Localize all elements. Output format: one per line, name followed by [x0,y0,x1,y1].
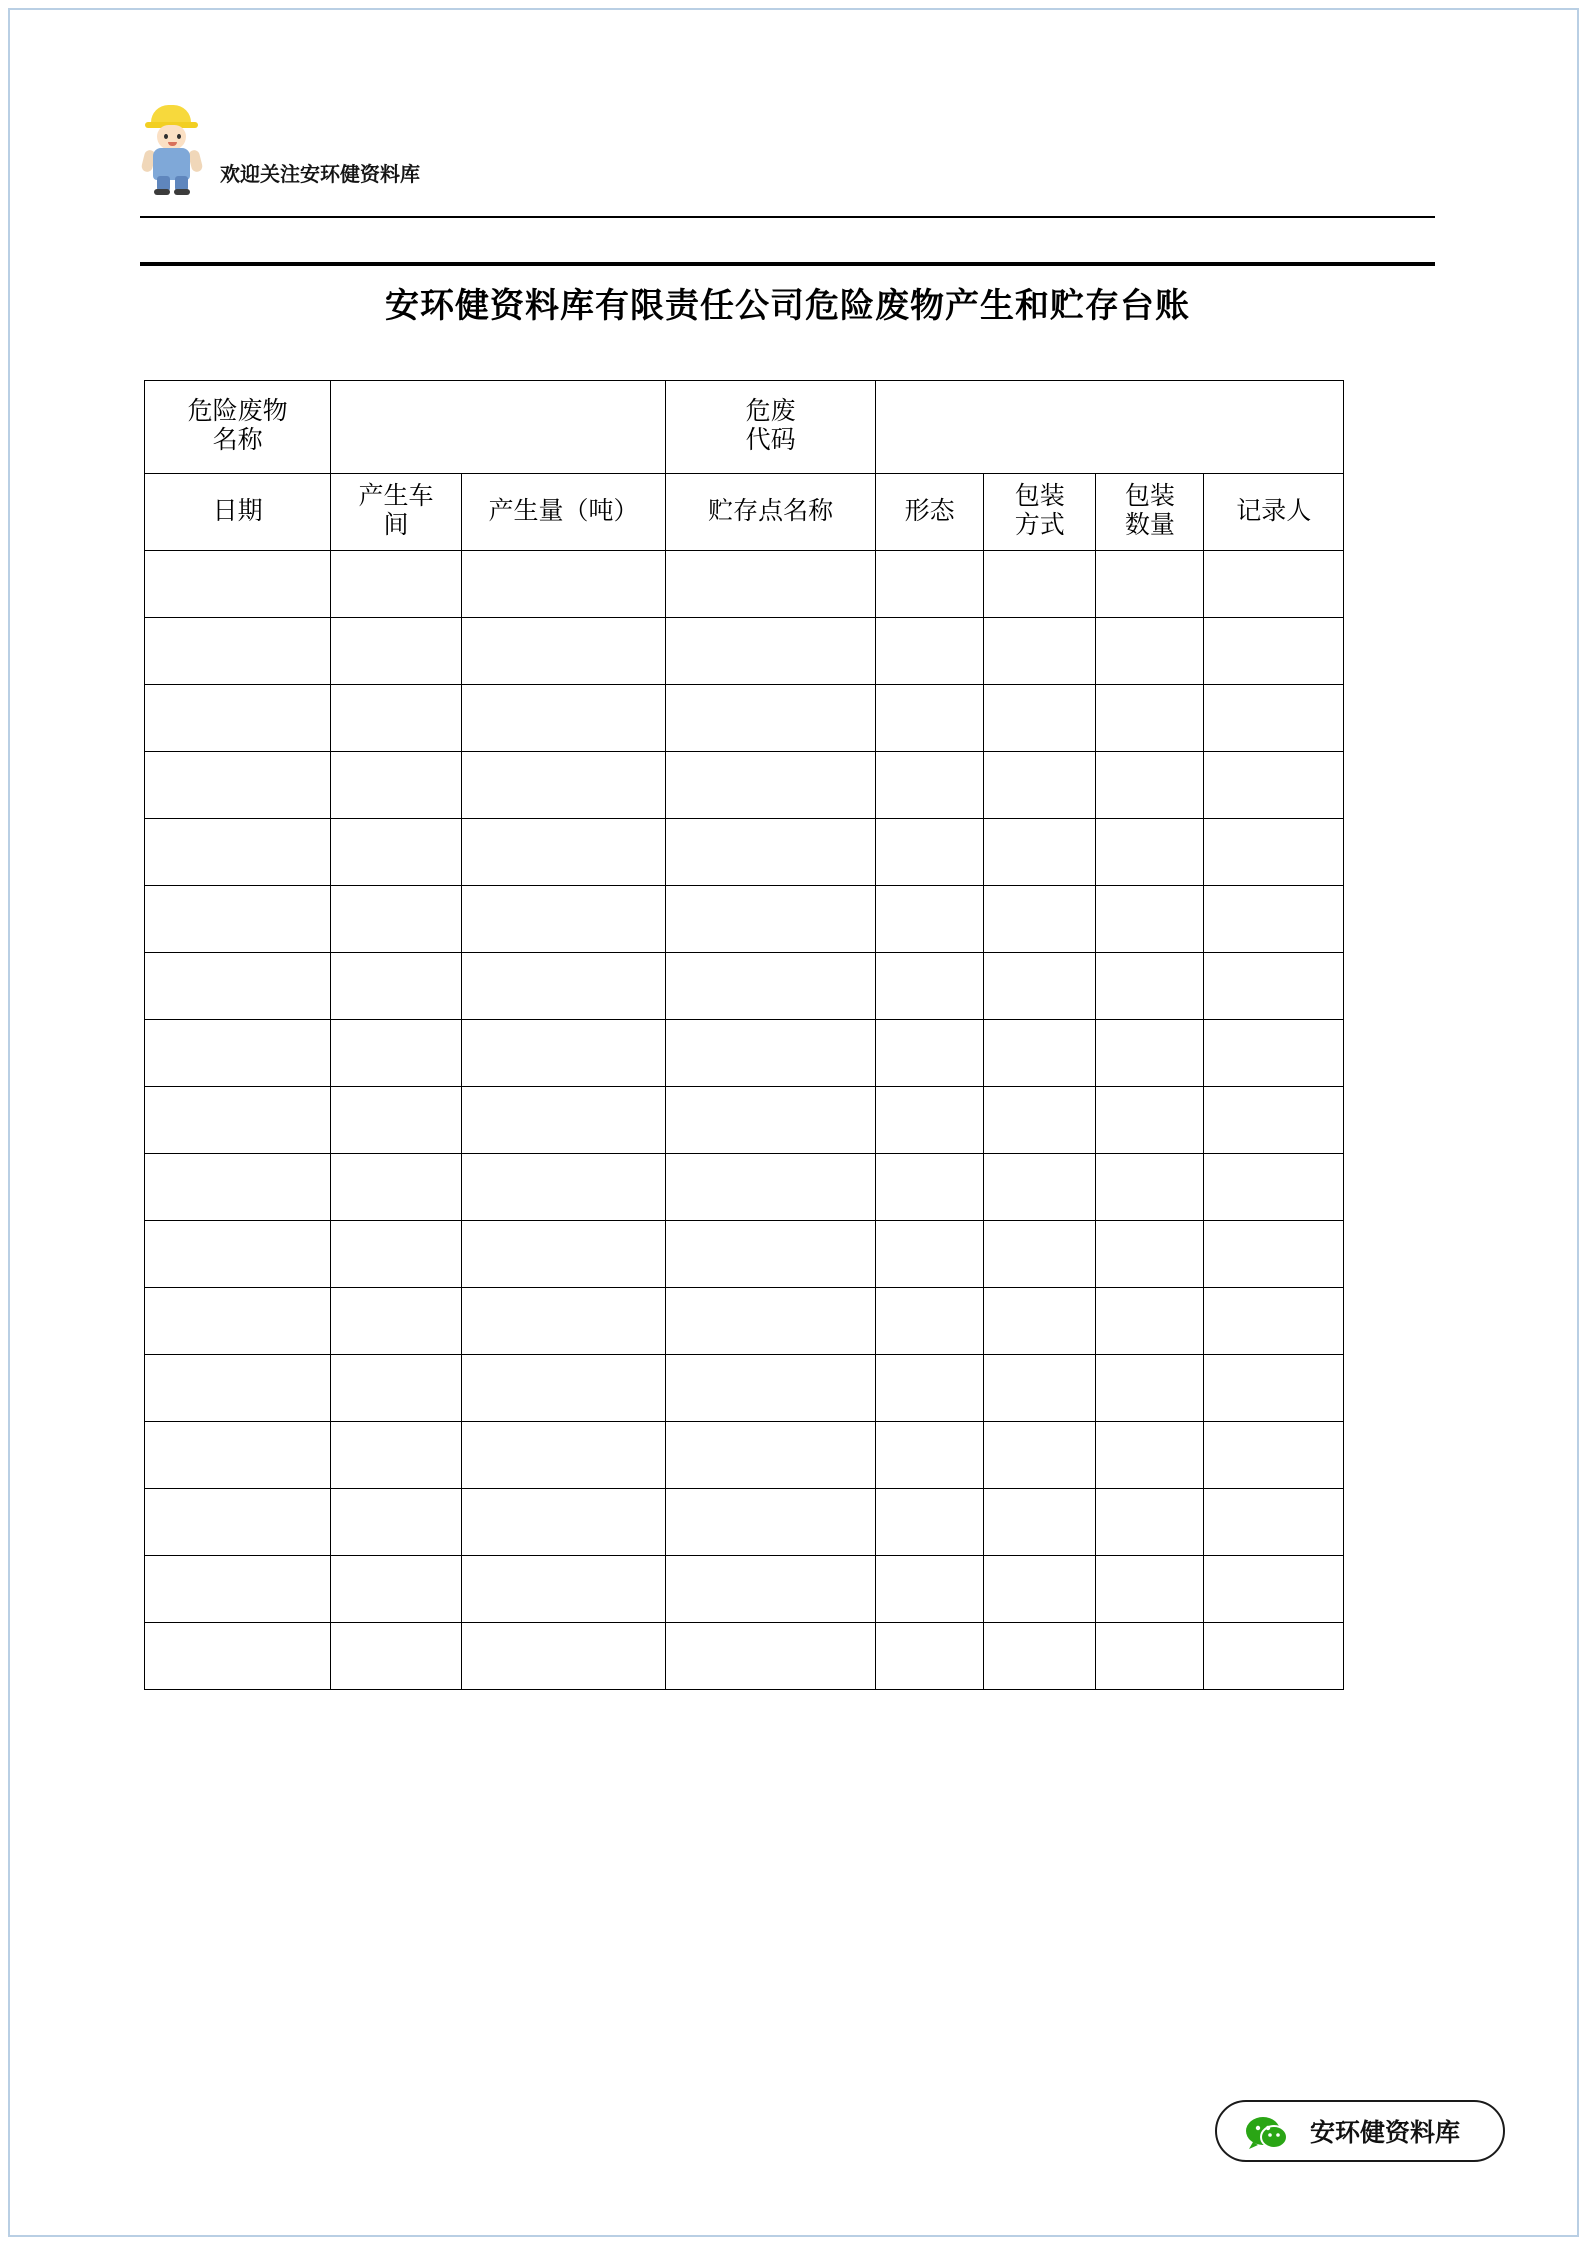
table-cell[interactable] [666,685,876,752]
table-cell[interactable] [461,1355,666,1422]
table-cell[interactable] [1096,819,1204,886]
table-row [145,819,1344,886]
table-cell[interactable] [666,1422,876,1489]
table-cell[interactable] [461,685,666,752]
table-cell[interactable] [1096,1154,1204,1221]
table-cell[interactable] [331,551,461,618]
table-header-row-2 [145,474,1344,551]
table-cell[interactable] [876,1489,984,1556]
table-row [145,886,1344,953]
table-header-row-1 [145,381,1344,474]
header-cell-waste-code [666,381,876,474]
table-cell[interactable] [145,1020,331,1087]
table-row [145,1087,1344,1154]
waste-code-line1: 危废 [745,398,796,426]
table-cell[interactable] [1204,618,1344,685]
page-title: 安环健资料库有限责任公司危险废物产生和贮存台账 [385,286,1190,326]
table-cell[interactable] [1204,551,1344,618]
table-cell[interactable] [145,1087,331,1154]
table-cell[interactable] [984,886,1096,953]
header-watermark-text: 欢迎关注安环健资料库 [220,162,420,186]
waste-name-line2: 名称 [212,427,263,454]
table-cell[interactable] [145,618,331,685]
table-cell[interactable] [1204,1355,1344,1422]
table-cell[interactable] [331,953,461,1020]
table-cell[interactable] [876,1154,984,1221]
table-row [145,1221,1344,1288]
table-cell[interactable] [666,752,876,819]
table-cell[interactable] [984,1422,1096,1489]
table-cell[interactable] [1096,752,1204,819]
table-cell[interactable] [1204,1221,1344,1288]
column-header-packing-method [984,474,1096,551]
table-cell[interactable] [461,1422,666,1489]
table-cell[interactable] [666,1355,876,1422]
table-cell[interactable] [1096,1288,1204,1355]
table-cell[interactable] [461,1154,666,1221]
table-cell[interactable] [876,819,984,886]
header-divider-thin [140,216,1435,218]
table-row [145,551,1344,618]
table-cell[interactable] [1096,1355,1204,1422]
table-cell[interactable] [145,1623,331,1690]
table-cell[interactable] [145,551,331,618]
table-cell[interactable] [876,1221,984,1288]
table-cell[interactable] [1204,1087,1344,1154]
workshop-line2: 间 [383,512,409,539]
table-cell[interactable] [984,819,1096,886]
table-cell[interactable] [461,1556,666,1623]
table-cell[interactable] [1204,1020,1344,1087]
table-cell[interactable] [331,1154,461,1221]
table-cell[interactable] [876,1087,984,1154]
column-header-storage-point: 贮存点名称 [666,474,876,551]
table-cell[interactable] [461,1087,666,1154]
table-cell[interactable] [331,1087,461,1154]
ledger-table-wrapper [144,380,1344,1690]
table-cell[interactable] [666,1020,876,1087]
table-cell[interactable] [461,1288,666,1355]
table-cell[interactable] [331,1221,461,1288]
table-cell[interactable] [461,1623,666,1690]
table-cell[interactable] [666,551,876,618]
header-cell-waste-name-value[interactable] [331,381,666,474]
table-cell[interactable] [984,1154,1096,1221]
table-cell[interactable] [666,953,876,1020]
table-cell[interactable] [331,1623,461,1690]
hazardous-waste-ledger-table [144,380,1344,1690]
packing-quantity-line2: 数量 [1124,512,1175,539]
table-cell[interactable] [461,551,666,618]
table-cell[interactable] [1096,1087,1204,1154]
table-cell[interactable] [984,551,1096,618]
table-cell[interactable] [666,1288,876,1355]
table-cell[interactable] [876,1020,984,1087]
table-cell[interactable] [1096,551,1204,618]
table-cell[interactable] [1096,685,1204,752]
table-cell[interactable] [331,685,461,752]
table-row [145,1422,1344,1489]
table-cell[interactable] [1204,752,1344,819]
table-cell[interactable] [666,618,876,685]
table-cell[interactable] [984,1489,1096,1556]
table-cell[interactable] [331,1288,461,1355]
table-row [145,953,1344,1020]
header-divider-thick [140,262,1435,266]
table-cell[interactable] [461,752,666,819]
table-cell[interactable] [461,618,666,685]
table-cell[interactable] [1204,1489,1344,1556]
table-cell[interactable] [145,1355,331,1422]
table-cell[interactable] [461,1489,666,1556]
table-row [145,1489,1344,1556]
table-cell[interactable] [1204,1154,1344,1221]
table-cell[interactable] [666,1489,876,1556]
table-cell[interactable] [876,752,984,819]
table-row [145,752,1344,819]
table-row [145,1020,1344,1087]
table-cell[interactable] [1204,953,1344,1020]
table-cell[interactable] [145,819,331,886]
table-cell[interactable] [145,1489,331,1556]
workshop-line1: 产生车 [358,483,434,511]
table-cell[interactable] [461,953,666,1020]
table-cell[interactable] [1204,819,1344,886]
table-cell[interactable] [1204,886,1344,953]
table-row [145,1154,1344,1221]
table-cell[interactable] [145,752,331,819]
header-cell-waste-name [145,381,331,474]
table-cell[interactable] [876,1623,984,1690]
table-cell[interactable] [666,1154,876,1221]
table-cell[interactable] [1096,1020,1204,1087]
column-header-form: 形态 [876,474,984,551]
table-cell[interactable] [331,1355,461,1422]
table-row [145,1288,1344,1355]
table-cell[interactable] [145,1288,331,1355]
table-cell[interactable] [666,1221,876,1288]
table-cell[interactable] [1096,886,1204,953]
table-row [145,618,1344,685]
table-cell[interactable] [331,886,461,953]
table-row [145,1623,1344,1690]
table-cell[interactable] [1204,1556,1344,1623]
table-cell[interactable] [984,1087,1096,1154]
table-cell[interactable] [145,953,331,1020]
table-cell[interactable] [461,1020,666,1087]
table-cell[interactable] [666,1087,876,1154]
table-cell[interactable] [666,819,876,886]
table-cell[interactable] [1204,1288,1344,1355]
table-cell[interactable] [145,1154,331,1221]
column-header-workshop [331,474,461,551]
table-cell[interactable] [1204,1422,1344,1489]
table-cell[interactable] [145,1221,331,1288]
waste-name-line1: 危险废物 [187,398,288,426]
table-row [145,685,1344,752]
table-cell[interactable] [145,886,331,953]
table-row [145,1556,1344,1623]
table-cell[interactable] [876,953,984,1020]
footer-badge-text: 安环健资料库 [1310,2118,1461,2147]
table-cell[interactable] [876,618,984,685]
table-cell[interactable] [331,1020,461,1087]
table-cell[interactable] [984,1221,1096,1288]
table-cell[interactable] [331,1489,461,1556]
table-cell[interactable] [1096,618,1204,685]
table-cell[interactable] [461,886,666,953]
table-cell[interactable] [331,618,461,685]
table-cell[interactable] [1204,685,1344,752]
column-header-date: 日期 [145,474,331,551]
ledger-table-body [145,551,1344,1690]
table-cell[interactable] [145,685,331,752]
table-cell[interactable] [984,752,1096,819]
table-cell[interactable] [984,1556,1096,1623]
table-cell[interactable] [331,752,461,819]
table-cell[interactable] [1096,1623,1204,1690]
table-cell[interactable] [984,1355,1096,1422]
table-cell[interactable] [876,1288,984,1355]
header-cell-waste-code-value[interactable] [876,381,1344,474]
table-cell[interactable] [876,551,984,618]
document-header [140,85,1435,215]
packing-method-line2: 方式 [1014,512,1065,539]
table-cell[interactable] [984,1020,1096,1087]
table-cell[interactable] [876,1422,984,1489]
table-cell[interactable] [1096,1221,1204,1288]
table-cell[interactable] [984,1288,1096,1355]
table-cell[interactable] [331,1556,461,1623]
table-cell[interactable] [145,1422,331,1489]
table-cell[interactable] [145,1556,331,1623]
table-cell[interactable] [984,953,1096,1020]
table-cell[interactable] [666,1556,876,1623]
worker-mascot-icon [140,103,206,195]
table-cell[interactable] [984,685,1096,752]
table-cell[interactable] [666,886,876,953]
column-header-recorder: 记录人 [1204,474,1344,551]
table-cell[interactable] [1204,1623,1344,1690]
packing-method-line1: 包装 [1014,483,1065,511]
table-cell[interactable] [666,1623,876,1690]
table-cell[interactable] [876,886,984,953]
waste-code-line2: 代码 [745,427,796,454]
table-cell[interactable] [984,1623,1096,1690]
table-cell[interactable] [331,819,461,886]
table-cell[interactable] [331,1422,461,1489]
table-cell[interactable] [461,819,666,886]
table-cell[interactable] [1096,1422,1204,1489]
table-row [145,1355,1344,1422]
footer-wechat-badge [1215,2100,1505,2162]
table-cell[interactable] [1096,953,1204,1020]
table-cell[interactable] [1096,1489,1204,1556]
column-header-packing-quantity [1096,474,1204,551]
table-cell[interactable] [876,1556,984,1623]
table-cell[interactable] [876,1355,984,1422]
table-cell[interactable] [461,1221,666,1288]
table-cell[interactable] [984,618,1096,685]
table-cell[interactable] [876,685,984,752]
packing-quantity-line1: 包装 [1124,483,1175,511]
column-header-amount: 产生量（吨） [461,474,666,551]
table-cell[interactable] [1096,1556,1204,1623]
